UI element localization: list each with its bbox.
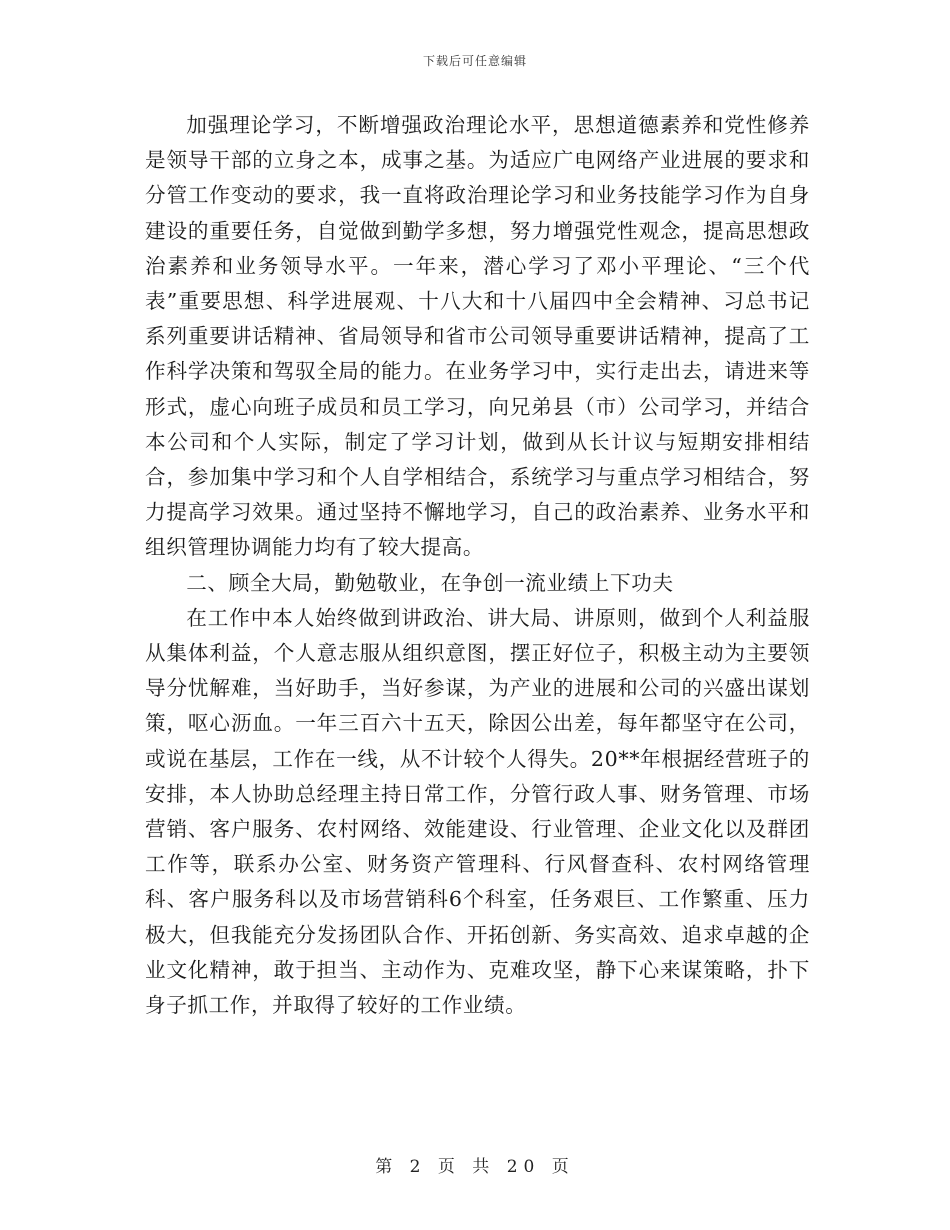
document-body (145, 108, 810, 1023)
section-heading-2: 二、顾全大局，勤勉敬业，在争创一流业绩上下功夫 (186, 570, 674, 595)
page-header-note: 下载后可任意编辑 (422, 54, 527, 68)
paragraph-theory-study: 加强理论学习，不断增强政治理论水平，思想道德素养和党性修养是领导干部的立身之本，成事之基。为适应广电网络产业进展的要求和分管工作变动的要求，我一直将政治理论学习和业务技能学习作为自身建设的重要任务，自觉做到勤学多想，努力增强党性观念，提高思想政治素养和业务领导水平。一年来，潜心学习了邓小平理论、“三个代表”重要思想、科学进展观、十八大和十八届四中全会精神、习总书记系列重要讲话精神、省局领导和省市公司领导重要讲话精神，提高了工作科学决策和驾驭全局的能力。在业务学习中，实行走出去，请进来等形式，虚心向班子成员和员工学习，向兄弟县（市）公司学习，并结合本公司和个人实际，制定了学习计划，做到从长计议与短期安排相结合，参加集中学习和个人自学相结合，系统学习与重点学习相结合，努力提高学习效果。通过坚持不懈地学习，自己的政治素养、业务水平和组织管理协调能力均有了较大提高。 (145, 113, 810, 560)
paragraph-work-performance: 在工作中本人始终做到讲政治、讲大局、讲原则，做到个人利益服从集体利益，个人意志服从组织意图，摆正好位子，积极主动为主要领导分忧解难，当好助手，当好参谋，为产业的进展和公司的兴盛出谋划策，呕心沥血。一年三百六十五天，除因公出差，每年都坚守在公司，或说在基层，工作在一线，从不计较个人得失。20**年根据经营班子的安排，本人协助总经理主持日常工作，分管行政人事、财务管理、市场营销、客户服务、农村网络、效能建设、行业管理、企业文化以及群团工作等，联系办公室、财务资产管理科、行风督查科、农村网络管理科、客户服务科以及市场营销科6个科室，任务艰巨、工作繁重、压力极大，但我能充分发扬团队合作、开拓创新、务实高效、追求卓越的企业文化精神，敢于担当、主动作为、克难攻坚，静下心来谋策略，扑下身子抓工作，并取得了较好的工作业绩。 (145, 605, 810, 1018)
page-number-footer: 第 2 页 共 20 页 (375, 1157, 575, 1177)
